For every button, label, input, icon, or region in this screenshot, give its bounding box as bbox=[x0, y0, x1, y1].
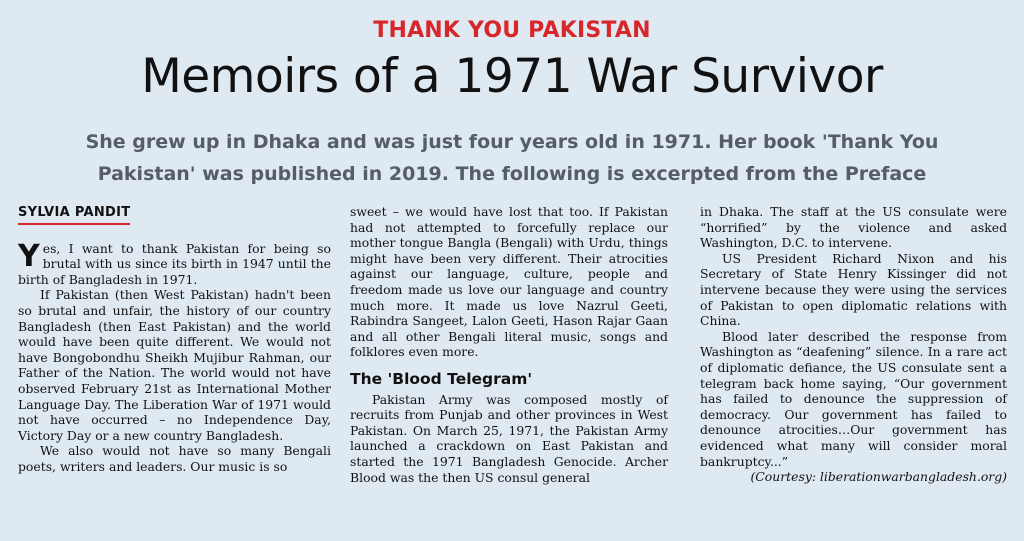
paragraph-3: We also would not have so many Bengali poets, writers and leaders. Our music is so bbox=[18, 443, 331, 474]
paragraph-2: If Pakistan (then West Pakistan) hadn't been so brutal and unfair, the history of our country Bangladesh (then East Pakistan) and the world would have been quite different. We would not have Bongobondhu Sheikh Mujibur Rahman, our Father of the Nation. The world would not have observed February 21st as International Mother Language Day. The Liberation War of 1971 would not have occurred – no Independence Day, Victory Day or a new country Bangladesh. bbox=[18, 287, 331, 443]
paragraph-8: Blood later described the response from Washington as “deafening” silence. In a rare act of diplomatic defiance, the US consulate sent a telegram back home saying, “Our government has failed to denounce the suppression of democracy. Our government has failed to denounce atrocities…Our government has evidenced what many will consider moral bankruptcy...” bbox=[700, 328, 1007, 469]
article-column-3 bbox=[700, 204, 1007, 485]
article-column-2 bbox=[350, 204, 668, 485]
paragraph-1 bbox=[18, 238, 331, 288]
paragraph-6: in Dhaka. The staff at the US consulate were “horrified” by the violence and asked Washington, D.C. to intervene. bbox=[700, 204, 1007, 251]
byline: SYLVIA PANDIT bbox=[18, 205, 130, 225]
courtesy-credit: (Courtesy: liberationwarbangladesh.org) bbox=[750, 469, 1007, 485]
subheading-blood-telegram: The 'Blood Telegram' bbox=[350, 369, 533, 388]
paragraph-5: Pakistan Army was composed mostly of recruits from Punjab and other provinces in West Pakistan. On March 25, 1971, the Pakistan Army launched a crackdown on East Pakistan and started the 1971 Bangladesh Genocide. Archer Blood was the then US consul general bbox=[350, 391, 668, 485]
section-kicker: THANK YOU PAKISTAN bbox=[373, 18, 651, 43]
drop-cap: Y bbox=[18, 238, 40, 274]
headline: Memoirs of a 1971 War Survivor bbox=[141, 49, 883, 104]
article-column-1 bbox=[18, 204, 331, 475]
paragraph-7: US President Richard Nixon and his Secretary of State Henry Kissinger did not intervene because they were using the services of Pakistan to open diplomatic relations with China. bbox=[700, 250, 1007, 329]
paragraph-1-text: es, I want to thank Pakistan for being so brutal with us since its birth in 1947 until the birth of Bangladesh in 1971. bbox=[18, 240, 331, 287]
deck-subtitle: She grew up in Dhaka and was just four years old in 1971. Her book 'Thank You Pakistan' was published in 2019. The following is excerpted from the Preface bbox=[85, 131, 939, 185]
paragraph-4: sweet – we would have lost that too. If Pakistan had not attempted to forcefully replace our mother tongue Bangla (Bengali) with Urdu, things might have been very different. Their atrocities against our language, culture, people and freedom made us love our language and country much more. It made us love Nazrul Geeti, Rabindra Sangeet, Lalon Geeti, Hason Rajar Gaan and all other Bengali literal music, songs and folklores even more. bbox=[350, 204, 668, 360]
